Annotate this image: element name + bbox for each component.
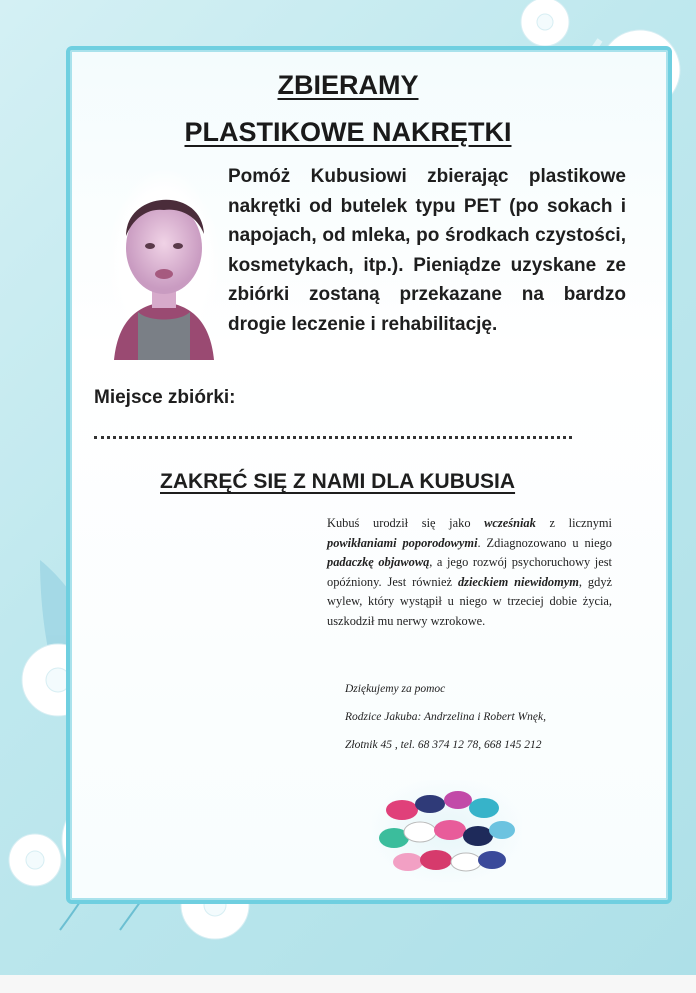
story-text-4: , a jego rozwój psychoruchowy jest opóźniony. Jest również — [327, 555, 613, 589]
address-phone-line: Złotnik 45 , tel. 68 374 12 78, 668 145 212 — [345, 739, 542, 751]
story-emphasis-1: wcześniak — [484, 516, 536, 530]
story-text-1: Kubuś urodził się jako — [327, 516, 485, 530]
poster-title-line2: PLASTIKOWE NAKRĘTKI — [184, 117, 512, 147]
bottle-caps-picture — [372, 780, 522, 882]
story-text-2: z licznymi — [535, 516, 612, 530]
collection-place-dotted-line — [94, 436, 572, 439]
poster-title-line1: ZBIERAMY — [277, 70, 419, 100]
story-paragraph — [327, 514, 612, 631]
bottle-caps-illustration — [372, 780, 522, 882]
intro-paragraph: Pomóż Kubusiowi zbierając plastikowe nakrętki od butelek typu PET (po sokach i napojach, od mleka, po środkach czystości, kosmetykach, itp.). Pieniądze uzyskane ze zbiórki zostaną przekazane na bardzo drogie leczenie i rehabilitację. — [228, 166, 626, 335]
collection-place-label: Miejsce zbiórki: — [94, 387, 236, 408]
story-text-5: , gdyż wylew, który wystąpił u niego w trzeciej dobie życia, uszkodził mu nerwy wzrokowe. — [327, 574, 613, 628]
story-text-3: . Zdiagnozowano u niego — [477, 535, 612, 550]
story-emphasis-4: dzieckiem niewidomym — [457, 574, 579, 589]
thanks-line: Dziękujemy za pomoc — [345, 683, 446, 695]
campaign-subtitle: ZAKRĘĆ SIĘ Z NAMI DLA KUBUSIA — [160, 470, 516, 493]
parents-line: Rodzice Jakuba: Andrzelina i Robert Wnęk, — [345, 711, 546, 723]
child-portrait-illustration — [108, 170, 220, 360]
child-photo — [108, 170, 220, 360]
story-emphasis-3: padaczkę objawową — [327, 555, 430, 569]
story-emphasis-2: powikłaniami poporodowymi — [327, 535, 478, 550]
scan-margin — [0, 975, 696, 993]
